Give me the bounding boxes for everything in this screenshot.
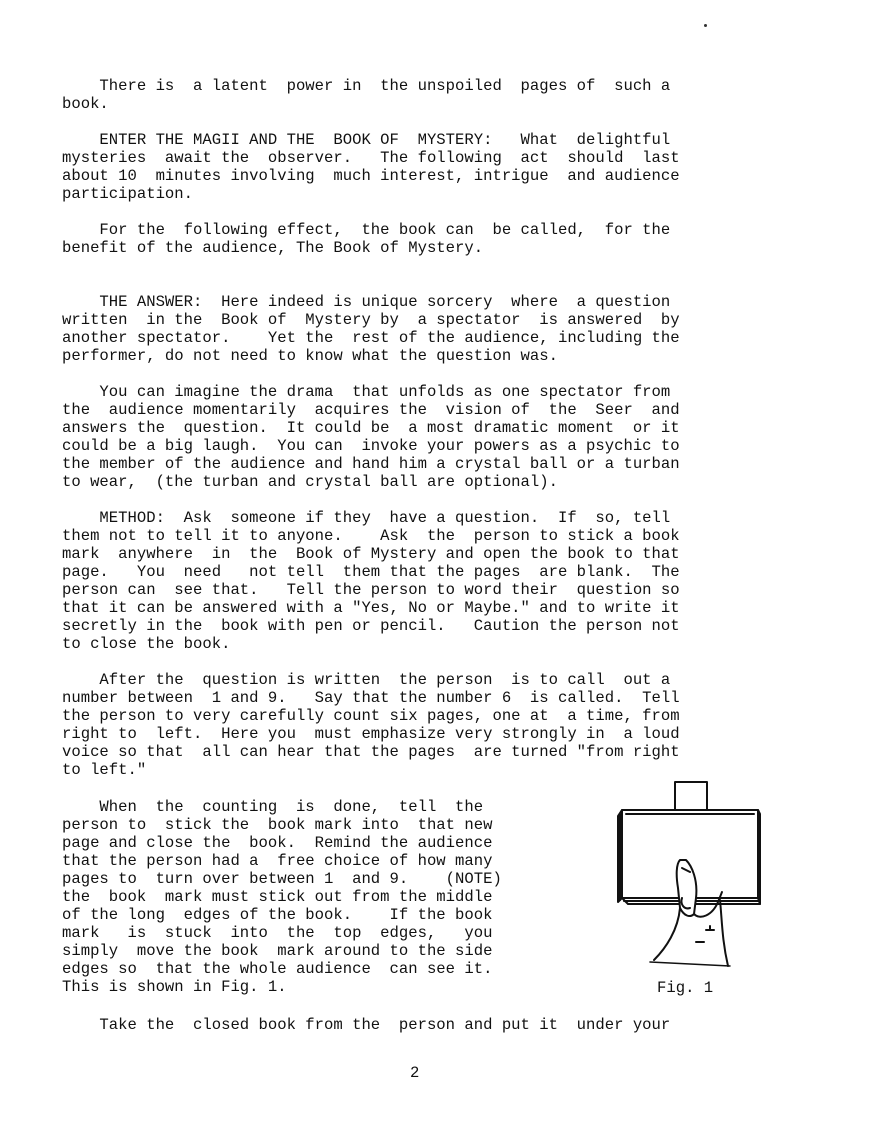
scan-speck [704,24,707,27]
paragraph-take-the-closed-book: Take the closed book from the person and put it under your [62,1016,671,1034]
paragraph-enter-the-magii: ENTER THE MAGII AND THE BOOK OF MYSTERY: What delightful mysteries await the observer. The following act should last about 10 minutes involving much interest, intrigue and audience participation. [62,131,680,203]
paragraph-the-answer: THE ANSWER: Here indeed is unique sorcery where a question written in the Book of Mystery by a spectator is answered by another spectator. Yet the rest of the audience, including the performer, do not need to know what the question was. [62,293,680,365]
figure-caption: Fig. 1 [657,979,714,997]
paragraph-latent-power: There is a latent power in the unspoiled pages of such a book. [62,77,671,113]
paragraph-book-of-mystery: For the following effect, the book can be called, for the benefit of the audience, The Book of Mystery. [62,221,671,257]
page-number: 2 [410,1064,420,1082]
paragraph-after-the-question: After the question is written the person is to call out a number between 1 and 9. Say that the number 6 is called. Tell the person to very carefully count six pages, one at a time, from right to left. Here you must emphasize very strongly in a loud voice so that all can hear that the pages are turned "from right to left." [62,671,680,779]
paragraph-imagine-the-drama: You can imagine the drama that unfolds as one spectator from the audience momentarily acquires the vision of the Seer and answers the question. It could be a most dramatic moment or it could be a big laugh. You can invoke your powers as a psychic to the member of the audience and hand him a crystal ball or a turban to wear, (the turban and crystal ball are optional). [62,383,680,491]
paragraph-method: METHOD: Ask someone if they have a question. If so, tell them not to tell it to anyone. Ask the person to stick a book mark anywhere in the Book of Mystery and open the book to that page. You need not tell them that the pages are blank. The person can see that. Tell the person to word their question so that it can be answered with a "Yes, No or Maybe." and to write it secretly in the book with pen or pencil. Caution the person not to close the book. [62,509,680,653]
hand-holding-book-illustration-icon [610,780,770,980]
figure-1 [610,780,770,980]
paragraph-when-the-counting: When the counting is done, tell the person to stick the book mark into that new page and close the book. Remind the audience that the person had a free choice of how many pages to turn over between 1 and 9. (NOTE) the book mark must stick out from the middle of the long edges of the book. If the book mark is stuck into the top edges, you simply move the book mark around to the side edges so that the whole audience can see it. This is shown in Fig. 1. [62,798,502,996]
